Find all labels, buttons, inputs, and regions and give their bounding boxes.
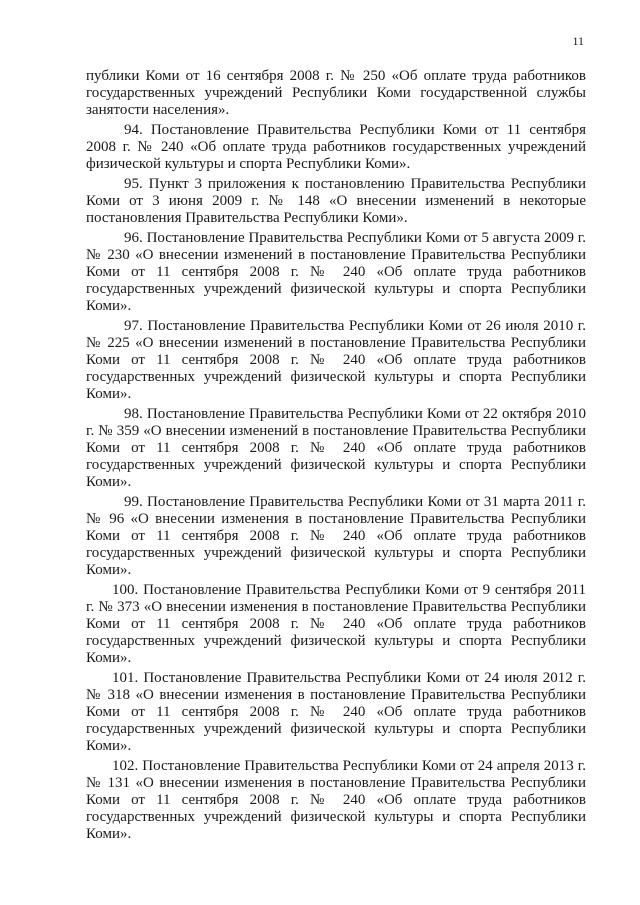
list-item [86,670,586,755]
item-text: Постановление Правительства Республики Коми от 24 июля 2012 г. № 318 «О внесении изменения в постановление Правительства Республики Коми от 11 сентября 2008 г. № 240 «Об оплате труда работников государственных учреждений физической культуры и спорта Республики Коми». [86,670,586,754]
item-text: Постановление Правительства Республики Коми от 11 сентября 2008 г. № 240 «Об оплате труда работников государственных учреждений физической культуры и спорта Республики Коми». [86,122,587,172]
list-item [86,176,586,227]
list-item [86,758,586,843]
item-number: 101. [112,670,139,686]
item-text: Пункт 3 приложения к постановлению Правительства Республики Коми от 3 июня 2009 г. № 148 «О внесении изменений в некоторые постановления Правительства Республики Коми». [86,176,586,226]
list-item [86,318,586,403]
item-text: Постановление Правительства Республики Коми от 5 августа 2009 г. № 230 «О внесении изменений в постановление Правительства Республики Коми от 11 сентября 2008 г. № 240 «Об оплате труда работников государственных учреждений физической культуры и спорта Республики Коми». [86,230,586,314]
item-number: 99. [124,494,143,510]
item-text: Постановление Правительства Республики Коми от 22 октября 2010 г. № 359 «О внесении изменений в постановление Правительства Республики Коми от 11 сентября 2008 г. № 240 «Об оплате труда работников государственных учреждений физической культуры и спорта Республики Коми». [86,406,586,490]
item-number: 100. [112,582,139,598]
list-item [86,494,586,579]
item-number: 96. [124,230,143,246]
item-number: 98. [124,406,143,422]
page-number: 11 [572,34,584,48]
list-item [86,582,586,667]
list-item [86,230,586,315]
item-number: 97. [124,318,143,334]
document-body [86,68,586,846]
item-number: 95. [124,176,143,192]
continuation-paragraph: публики Коми от 16 сентября 2008 г. № 250 «Об оплате труда работников государственных учреждений Республики Коми государственной службы занятости населения». [86,68,586,118]
item-number: 102. [112,758,139,774]
item-text: Постановление Правительства Республики Коми от 26 июля 2010 г. № 225 «О внесении изменений в постановление Правительства Республики Коми от 11 сентября 2008 г. № 240 «Об оплате труда работников государственных учреждений физической культуры и спорта Республики Коми». [86,318,586,402]
item-text: Постановление Правительства Республики Коми от 24 апреля 2013 г. № 131 «О внесении изменения в постановление Правительства Республики Коми от 11 сентября 2008 г. № 240 «Об оплате труда работников государственных учреждений физической культуры и спорта Республики Коми». [86,758,586,842]
item-text: Постановление Правительства Республики Коми от 9 сентября 2011 г. № 373 «О внесении изменения в постановление Правительства Республики Коми от 11 сентября 2008 г. № 240 «Об оплате труда работников государственных учреждений физической культуры и спорта Республики Коми». [86,582,586,666]
item-text: Постановление Правительства Республики Коми от 31 марта 2011 г. № 96 «О внесении изменения в постановление Правительства Республики Коми от 11 сентября 2008 г. № 240 «Об оплате труда работников государственных учреждений физической культуры и спорта Республики Коми». [86,494,587,578]
item-number: 94. [124,122,143,138]
list-item [86,122,586,173]
list-item [86,406,586,491]
